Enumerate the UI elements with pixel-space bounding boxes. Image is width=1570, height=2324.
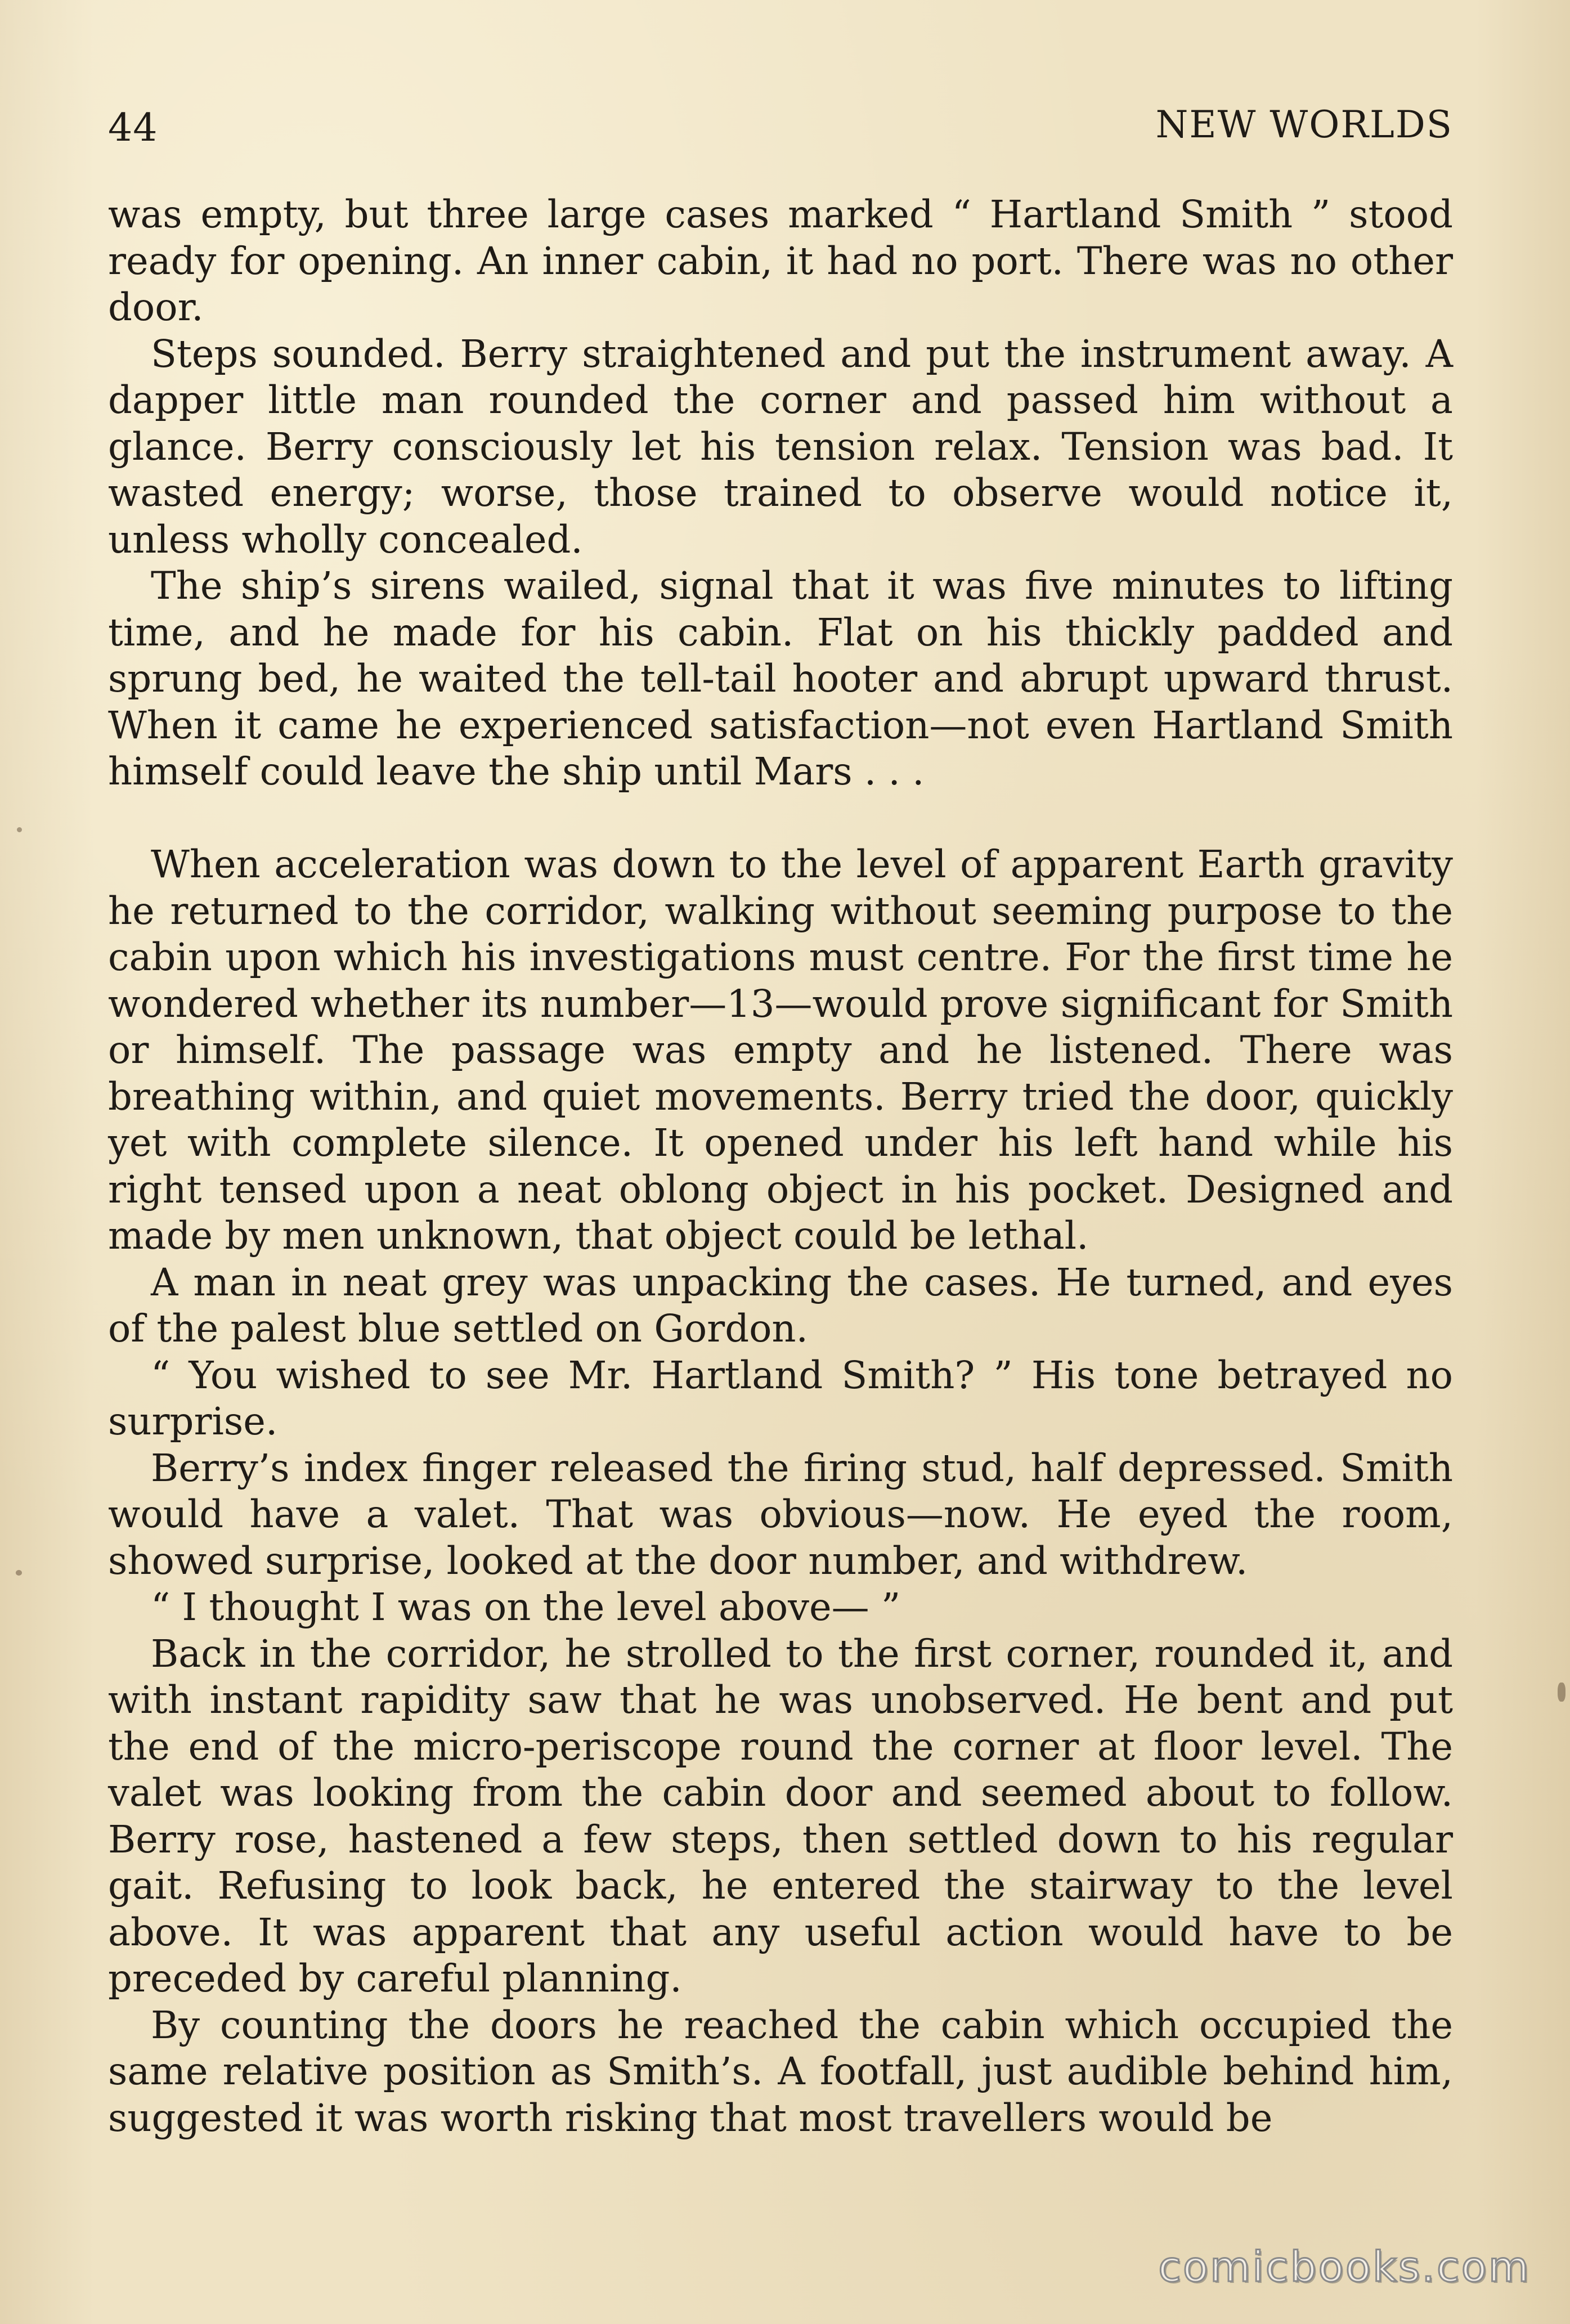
paragraph: Steps sounded. Berry straightened and put the instrument away. A dapper little man rounded the corner and passed him without a glance. Berry consciously let his tension relax. Tension was bad. It wasted energy; worse, those trained to observe would notice it, unless wholly concealed.	[108, 331, 1453, 562]
paragraph: Berry’s index finger released the firing stud, half depressed. Smith would have a valet. That was obvious—now. He eyed the room, showed surprise, looked at the door number, and withdrew.	[108, 1446, 1453, 1583]
paper-speck	[17, 827, 22, 832]
paragraph: The ship’s sirens wailed, signal that it was five minutes to lifting time, and he made for his cabin. Flat on his thickly padded and sprung bed, he waited the tell-tail hooter and abrupt upward thrust. When it came he experienced satisfaction—not even Hartland Smith himself could leave the ship until Mars . . .	[108, 564, 1453, 793]
paper-speck	[16, 1570, 22, 1576]
watermark-logo: comicbooks.com	[1158, 2243, 1531, 2291]
paragraph: When acceleration was down to the level of apparent Earth gravity he returned to the corridor, walking without seeming purpose to the cabin upon which his investigations must centre. For the first time he wondered whether its number—13—would prove significant for Smith or himself. The passage was empty and he listened. There was breathing within, and quiet movements. Berry tried the door, quickly yet with complete silence. It opened under his left hand while his right tensed upon a neat oblong object in his pocket. Designed and made by men unknown, that object could be lethal.	[108, 842, 1453, 1258]
body-text	[108, 191, 1453, 2141]
running-title: NEW WORLDS	[1155, 103, 1453, 146]
paragraph: was empty, but three large cases marked “ Hartland Smith ” stood ready for opening. An inner cabin, it had no port. There was no other door.	[108, 192, 1453, 329]
paragraph: “ I thought I was on the level above— ”	[151, 1585, 901, 1629]
paragraph: A man in neat grey was unpacking the cases. He turned, and eyes of the palest blue settled on Gordon.	[108, 1260, 1453, 1351]
paragraph: “ You wished to see Mr. Hartland Smith? ” His tone betrayed no surprise.	[108, 1353, 1453, 1443]
paragraph: By counting the doors he reached the cabin which occupied the same relative position as Smith’s. A footfall, just audible behind him, suggested it was worth risking that most travellers would be	[108, 2003, 1453, 2140]
paper-speck	[1558, 1683, 1565, 1702]
page-number: 44	[108, 106, 158, 150]
paragraph: Back in the corridor, he strolled to the first corner, rounded it, and with instant rapidity saw that he was unobserved. He bent and put the end of the micro-periscope round the corner at floor level. The valet was looking from the cabin door and seemed about to follow. Berry rose, hastened a few steps, then settled down to his regular gait. Refusing to look back, he entered the stairway to the level above. It was apparent that any useful action would have to be preceded by careful planning.	[108, 1631, 1453, 2000]
paper-speck	[822, 1463, 825, 1466]
